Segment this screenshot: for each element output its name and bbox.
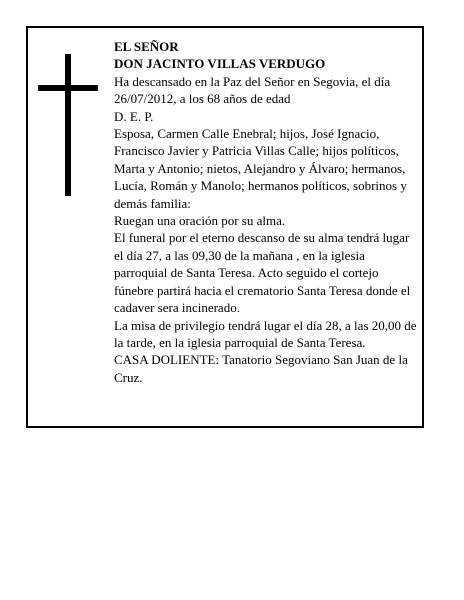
cross-horizontal-bar [38, 85, 98, 91]
family-list: Esposa, Carmen Calle Enebral; hijos, José Ignacio, Francisco Javier y Patricia Villas Calle; hijos políticos, Marta y Antonio; nietos, Alejandro y Álvaro; hermanos, Lucía, Román y Manolo; hermanos políticos, sobrinos y demás familia: [114, 126, 407, 211]
death-announcement: Ha descansado en la Paz del Señor en Segovia, el día 26/07/2012, a los 68 años de edad [114, 73, 391, 107]
funeral-details: El funeral por el eterno descanso de su alma tendrá lugar el día 27, a las 09,30 de la mañana , en la iglesia parroquial de Santa Teresa. Acto seguido el cortejo fúnebre partirá hacia el crematorio Santa Teresa donde el cadaver sera incinerado. [114, 230, 411, 316]
rip-line: D. E. P. [114, 108, 154, 124]
obituary-text [114, 38, 420, 386]
cross-vertical-bar [65, 54, 71, 196]
deceased-name: DON JACINTO VILLAS VERDUGO [114, 56, 326, 72]
prayer-request: Ruegan una oración por su alma. [114, 213, 286, 229]
mourning-house: CASA DOLIENTE: Tanatorio Segoviano San Juan de la Cruz. [114, 352, 408, 385]
cross-icon [38, 54, 98, 196]
mass-details: La misa de privilegio tendrá lugar el día 28, a las 20,00 de la tarde, en la iglesia parroquial de Santa Teresa. [114, 317, 417, 350]
notice-title: EL SEÑOR [114, 39, 179, 54]
